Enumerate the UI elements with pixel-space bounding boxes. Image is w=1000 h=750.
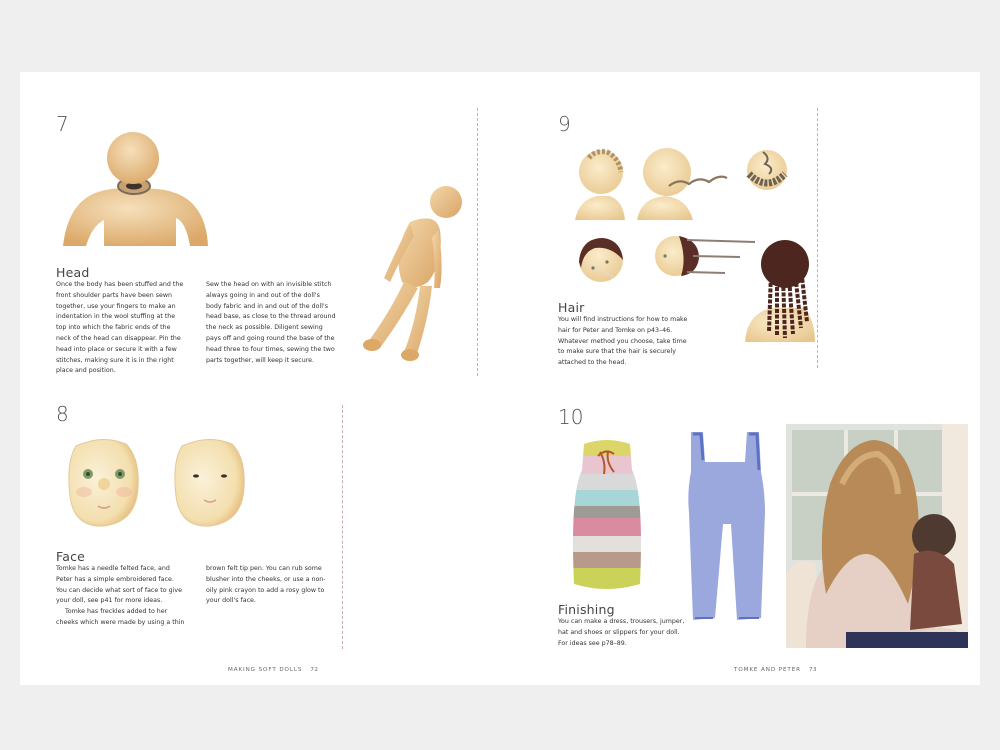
face-paragraph-1: Tomke has a needle felted face, and Peter has a simple embroidered face. You can decide what sort of face to give your doll, see p41 for more ideas.: [56, 565, 182, 605]
heading-finishing: Finishing: [558, 602, 615, 617]
curly-hair-sewing-illustrations: [575, 142, 790, 220]
head-text-column-1: [56, 280, 186, 377]
heading-head: Head: [56, 265, 90, 280]
page-number-left: 72: [310, 667, 319, 673]
running-footer-left: MAKING SOFT DOLLS: [228, 667, 303, 673]
head-paragraph-1: Once the body has been stuffed and the front shoulder parts have been sewn together, use your fingers to make an indentation in the wool stuffing at the top into which the fabric ends of the neck of the head can disappear. Pin the head into place or secure it with a few stitches, making sure it is in the right place and position.: [56, 281, 184, 375]
step-number-7: 7: [56, 112, 69, 136]
left-page-footer: [228, 667, 318, 673]
full-doll-body-illustration: [340, 182, 470, 362]
hair-text: [558, 315, 688, 369]
girl-holding-doll-photo: [786, 424, 968, 648]
finishing-paragraph: You can make a dress, trousers, jumper, hat and shoes or slippers for your doll. For ideas see p78–89.: [558, 618, 685, 647]
dashed-divider-step-9: [817, 108, 818, 368]
striped-jumper-illustration: [570, 434, 644, 594]
blue-dungarees-illustration: [685, 432, 767, 622]
doll-head-on-shoulders-illustration: [58, 122, 218, 250]
running-footer-right: TOMKE AND PETER: [734, 667, 801, 673]
dashed-divider-step-7: [477, 108, 478, 376]
page-number-right: 73: [808, 667, 818, 673]
right-page-footer: [734, 667, 817, 673]
head-text-column-2: [206, 280, 336, 366]
face-text-column-2: [206, 564, 336, 607]
dashed-divider-step-8: [342, 405, 343, 649]
felted-face-with-freckles-illustration: [64, 436, 144, 531]
head-paragraph-2: Sew the head on with an invisible stitch always going in and out of the doll's body fabric and in and out of the doll's head base, as close to the thread around the neck as possible. Diligent sewing pays off and going round the base of the head three to four times, sewing the two parts together, will keep it secure.: [206, 281, 336, 364]
step-number-10: 10: [558, 405, 584, 429]
heading-hair: Hair: [558, 300, 585, 315]
finishing-text: [558, 617, 688, 649]
step-number-9: 9: [558, 112, 571, 136]
hair-paragraph: You will find instructions for how to make hair for Peter and Tomke on p43–46. Whatever method you choose, take time to make sure that the hair is securely attached to the head.: [558, 316, 688, 367]
heading-face: Face: [56, 549, 86, 564]
face-paragraph-3: brown felt tip pen. You can rub some blusher into the cheeks, or use a non-oily pink crayon to add a rosy glow to your doll's face.: [206, 565, 326, 605]
book-spread: [20, 72, 980, 685]
step-number-8: 8: [56, 402, 69, 426]
embroidered-face-illustration: [170, 436, 250, 531]
face-text-column-1: [56, 564, 186, 629]
face-paragraph-2: Tomke has freckles added to her cheeks which were made by using a thin: [56, 608, 185, 626]
